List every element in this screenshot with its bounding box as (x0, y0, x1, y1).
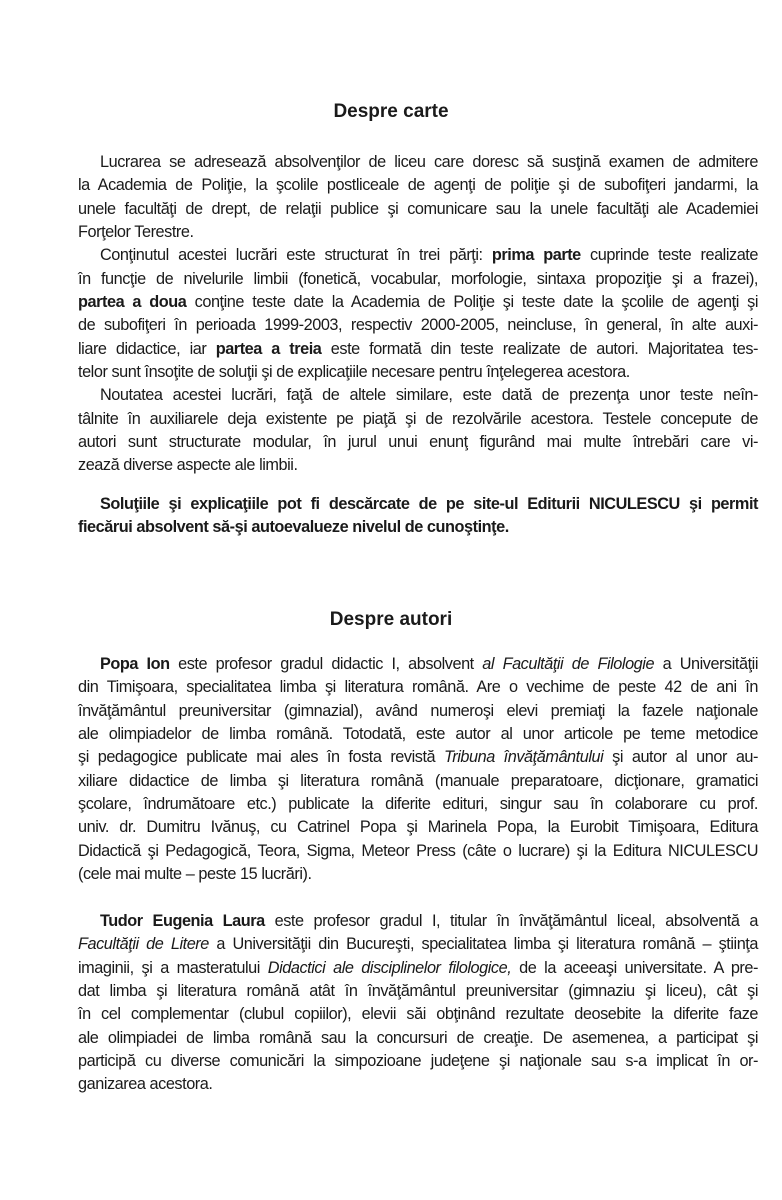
text-line (78, 676, 758, 699)
text-segment: Conţinutul acestei lucrări este structurat în trei părţi: (100, 246, 492, 265)
text-segment: şcolare, îndrumătoare etc.) publicate la diferite edituri, singur sau în colaborare cu prof. (78, 795, 758, 814)
text-line (78, 863, 758, 886)
bold-text: Popa Ion (100, 655, 170, 673)
text-segment: conţine teste date la Academia de Poliţie şi teste date la şcolile de agenţi şi (186, 293, 758, 312)
text-segment: din Timişoara, specialitatea limba şi literatura română. Are o vechime de peste 42 de ani în (78, 678, 758, 697)
text-segment: autori sunt structurate modular, în jurul unui enunţ figurând mai multe întrebări care vi- (78, 433, 758, 452)
bold-text: partea a treia (215, 339, 322, 358)
text-segment: de la aceeaşi universitate. A pre- (511, 958, 758, 977)
author-popa-ion (78, 653, 758, 886)
text-line (78, 1003, 758, 1026)
text-segment: şi autor al unor au- (603, 748, 759, 767)
text-segment: xiliare didactice de limba şi literatura română (manuale preparatoare, dicţionare, gramatici (78, 771, 758, 790)
section-title-despre-carte: Despre carte (333, 101, 449, 122)
text-segment: dat limba şi literatura română atât în învăţământul preuniversitar (gimnaziu şi liceu), cât şi (78, 982, 758, 1001)
bold-text: Tudor Eugenia Laura (100, 912, 265, 930)
text-line (78, 746, 758, 769)
text-line (78, 700, 758, 723)
text-segment: de subofiţeri în perioada 1999-2003, respectiv 2000-2005, neincluse, în general, în alte auxi- (78, 316, 758, 335)
italic-text: al Facultăţii de Filologie (482, 655, 655, 673)
text-segment: la Academia de Poliţie, la şcolile postliceale de agenţi de poliţie şi de subofiţeri jandarmi, la (78, 176, 758, 195)
text-line (78, 268, 758, 291)
text-line (78, 361, 758, 384)
text-segment: Lucrarea se adresează absolvenţilor de liceu care doresc să susţină examen de admitere (100, 153, 758, 171)
paragraph (78, 653, 758, 886)
text-line (78, 933, 758, 956)
bold-text: partea a doua (78, 293, 187, 312)
bold-text: fiecărui absolvent să-şi autoevalueze nivelul de cunoştinţe. (78, 518, 509, 537)
text-segment: participă cu diverse comunicări la simpozioane judeţene şi naţionale sau s-a implicat în or- (78, 1052, 758, 1071)
text-line (78, 1050, 758, 1073)
text-line (78, 151, 758, 174)
paragraph (78, 244, 758, 384)
text-segment: a Universităţii din Bucureşti, specialitatea limba şi literatura română – ştiinţa (208, 935, 758, 954)
text-segment: tâlnite în auxiliarele deja existente pe piaţă şi de rezolvările acestora. Testele concepute de (78, 409, 758, 428)
text-line (78, 454, 758, 477)
text-segment: liare didactice, iar (78, 339, 216, 358)
text-line (78, 910, 758, 933)
text-segment: a Universităţii (654, 655, 758, 673)
paragraph (78, 384, 758, 477)
text-segment: ale olimpiadei de limba română sau la concursuri de creaţie. De asemenea, a participat şi (78, 1028, 758, 1047)
text-line (78, 957, 758, 980)
text-line (78, 431, 758, 454)
text-line (78, 816, 758, 839)
text-line (78, 653, 758, 676)
text-segment: în cel complementar (clubul copiilor), elevii săi obţinând rezultate deosebite la diferite faze (78, 1005, 758, 1024)
text-segment: în funcţie de nivelurile limbii (fonetică, vocabular, morfologie, sintaxa propoziţie şi a frazei), (78, 269, 758, 288)
text-segment: zează diverse aspecte ale limbii. (78, 456, 298, 475)
text-segment: este profesor gradul I, titular în învăţământul liceal, absolventă a (264, 912, 758, 930)
paragraph (78, 151, 758, 244)
italic-text: Tribuna învăţământului (443, 748, 604, 767)
text-line (78, 408, 758, 431)
italic-text: Facultăţii de Litere (78, 935, 209, 954)
paragraph (78, 910, 758, 1097)
bold-text: prima parte (491, 246, 581, 265)
text-segment: învăţământul preuniversitar (gimnazial), având numeroşi elevi premiaţi la fazele naţionale (78, 701, 758, 720)
text-line (78, 493, 758, 516)
despre-carte-note (78, 493, 758, 540)
text-line (78, 1027, 758, 1050)
text-line (78, 840, 758, 863)
bold-text: Soluţiile şi explicaţiile pot fi descărcate de pe site-ul Editurii NICULESCU şi permit (100, 495, 758, 513)
text-segment: ganizarea acestora. (78, 1075, 213, 1094)
text-line (78, 770, 758, 793)
text-segment: (cele mai multe – peste 15 lucrări). (78, 865, 312, 884)
text-segment: şi pedagogice publicate mai ales în fosta revistă (78, 748, 444, 767)
text-line (78, 516, 758, 539)
text-segment: cuprinde teste realizate (580, 246, 758, 265)
text-line (78, 384, 758, 407)
text-line (78, 174, 758, 197)
text-line (78, 723, 758, 746)
text-line (78, 314, 758, 337)
text-segment: unele facultăţi de drept, de relaţii publice şi comunicare sau la unele facultăţi ale Academiei (78, 199, 758, 218)
text-segment: Noutatea acestei lucrări, faţă de altele similare, este dată de prezenţa unor teste neîn- (100, 386, 758, 405)
text-segment: telor sunt însoţite de soluţii şi de explicaţiile necesare pentru înţelegerea acestora. (78, 363, 630, 382)
text-line (78, 221, 758, 244)
author-tudor-eugenia-laura (78, 910, 758, 1097)
text-line (78, 198, 758, 221)
paragraph (78, 493, 758, 540)
text-segment: este formată din teste realizate de autori. Majoritatea tes- (321, 339, 759, 358)
text-segment: Forţelor Terestre. (78, 223, 194, 242)
text-segment: este profesor gradul didactic I, absolvent (169, 655, 483, 673)
text-segment: Didactică şi Pedagogică, Teora, Sigma, Meteor Press (câte o lucrare) şi la Editura NICULESCU (78, 841, 758, 860)
text-segment: univ. dr. Dumitru Ivănuş, cu Catrinel Popa şi Marinela Popa, la Eurobit Timişoara, Editura (78, 818, 758, 837)
text-line (78, 980, 758, 1003)
text-segment: ale olimpiadelor de limba română. Totodată, este autor al unor articole pe teme metodice (78, 725, 758, 744)
despre-carte-body (78, 151, 758, 478)
text-line (78, 338, 758, 361)
italic-text: Didactici ale disciplinelor filologice, (267, 958, 512, 977)
text-line (78, 793, 758, 816)
text-line (78, 1073, 758, 1096)
text-segment: imaginii, şi a masteratului (78, 958, 268, 977)
text-line (78, 291, 758, 314)
text-line (78, 244, 758, 267)
section-title-despre-autori: Despre autori (329, 609, 453, 630)
